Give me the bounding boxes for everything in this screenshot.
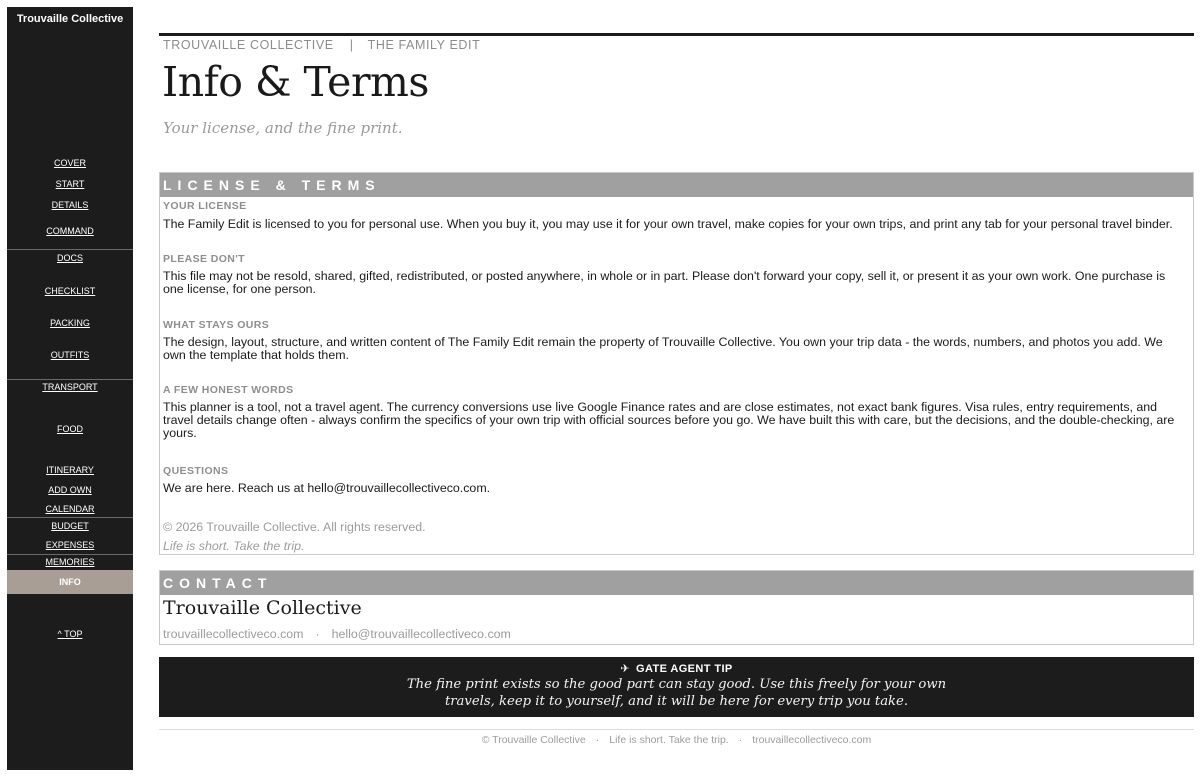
block-text-honest-words: This planner is a tool, not a travel agent. The currency conversions use live Google Finance rates and are close estimates, not exact bank figures. Visa rules, entry requirements, and travel details change often - always confirm the specifics of your own trip with official sources before you go. We have built this with care, but the decisions, and the double-checking, are yours. [163,400,1175,440]
sidebar-item-outfits[interactable]: OUTFITS [50,350,90,360]
license-section-heading: LICENSE & TERMS [160,173,1193,197]
breadcrumb [163,38,480,52]
contact-links [163,627,511,641]
sidebar-item-checklist[interactable]: CHECKLIST [44,286,96,296]
block-label-please-dont: PLEASE DON'T [163,253,245,265]
block-text-what-stays-ours: The design, layout, structure, and written content of The Family Edit remain the property of Trouvaille Collective. You own your trip data - the words, numbers, and photos you add. We own the template that holds them. [163,335,1163,362]
block-label-honest-words: A FEW HONEST WORDS [163,384,294,396]
sidebar-item-details[interactable]: DETAILS [51,200,89,210]
sidebar [7,7,133,770]
sidebar-divider [7,554,133,555]
block-text-questions: We are here. Reach us at hello@trouvaillecollectiveco.com. [163,481,491,495]
page-subtitle: Your license, and the fine print. [163,119,403,137]
sidebar-item-memories[interactable]: MEMORIES [45,557,95,567]
copyright-line: © 2026 Trouvaille Collective. All rights reserved. [163,520,426,534]
block-text-your-license: The Family Edit is licensed to you for personal use. When you buy it, you may use it for your own travel, make copies for your own trips, and print any tab for your personal travel binder. [163,217,1173,231]
footer-brand: © Trouvaille Collective [481,734,586,746]
sidebar-item-cover[interactable]: COVER [53,158,86,168]
sidebar-item-info[interactable]: INFO [7,570,133,594]
sidebar-divider [7,379,133,380]
back-to-top-link[interactable]: ^ TOP [57,629,83,639]
contact-name: Trouvaille Collective [163,597,362,619]
sidebar-item-start[interactable]: START [55,179,85,189]
tip-heading-row [159,662,1194,675]
contact-website-link[interactable]: trouvaillecollectiveco.com [163,627,304,641]
sidebar-item-calendar[interactable]: CALENDAR [45,504,95,514]
sidebar-divider [7,517,133,518]
breadcrumb-product[interactable]: THE FAMILY EDIT [367,38,481,52]
sidebar-brand: Trouvaille Collective [16,13,124,25]
tip-body: The fine print exists so the good part can stay good. Use this freely for your own travels, keep it to yourself, and it will be here for every trip you take. [406,677,947,709]
footer-motto: Life is short. Take the trip. [609,734,729,746]
footer-separator: · [595,734,600,746]
block-label-your-license: YOUR LICENSE [163,200,247,212]
sidebar-item-budget[interactable]: BUDGET [51,521,89,531]
sidebar-item-expenses[interactable]: EXPENSES [45,540,95,550]
block-label-what-stays-ours: WHAT STAYS OURS [163,319,270,331]
sidebar-item-itinerary[interactable]: ITINERARY [46,465,94,475]
block-label-questions: QUESTIONS [163,465,229,477]
sidebar-item-transport[interactable]: TRANSPORT [42,382,98,392]
footer [159,734,1194,746]
motto-line: Life is short. Take the trip. [163,539,305,553]
page-title: Info & Terms [162,58,429,106]
sidebar-divider [7,249,133,250]
contact-section [159,570,1194,645]
footer-separator: · [738,734,743,746]
contact-separator: · [315,627,320,641]
license-section [159,172,1194,555]
sidebar-item-command[interactable]: COMMAND [46,226,94,236]
block-text-please-dont: This file may not be resold, shared, gifted, redistributed, or posted anywhere, in whole or in part. Please don't forward your copy, sell it, or present it as your own work. One purchase is one license, for one person. [163,269,1166,296]
footer-rule [159,729,1194,730]
sidebar-item-add-own[interactable]: ADD OWN [48,485,92,495]
tip-heading: GATE AGENT TIP [635,663,733,675]
breadcrumb-brand[interactable]: TROUVAILLE COLLECTIVE [163,38,334,52]
sidebar-item-packing[interactable]: PACKING [50,318,90,328]
gate-agent-tip [159,657,1194,717]
contact-email-link[interactable]: hello@trouvaillecollectiveco.com [331,627,511,641]
sidebar-item-docs[interactable]: DOCS [56,253,83,263]
footer-site-link[interactable]: trouvaillecollectiveco.com [752,734,872,746]
header-rule [159,33,1194,36]
sidebar-item-food[interactable]: FOOD [57,424,83,434]
airplane-icon: ✈ [620,663,630,675]
contact-section-heading: CONTACT [160,571,1193,595]
breadcrumb-separator: | [349,38,354,52]
